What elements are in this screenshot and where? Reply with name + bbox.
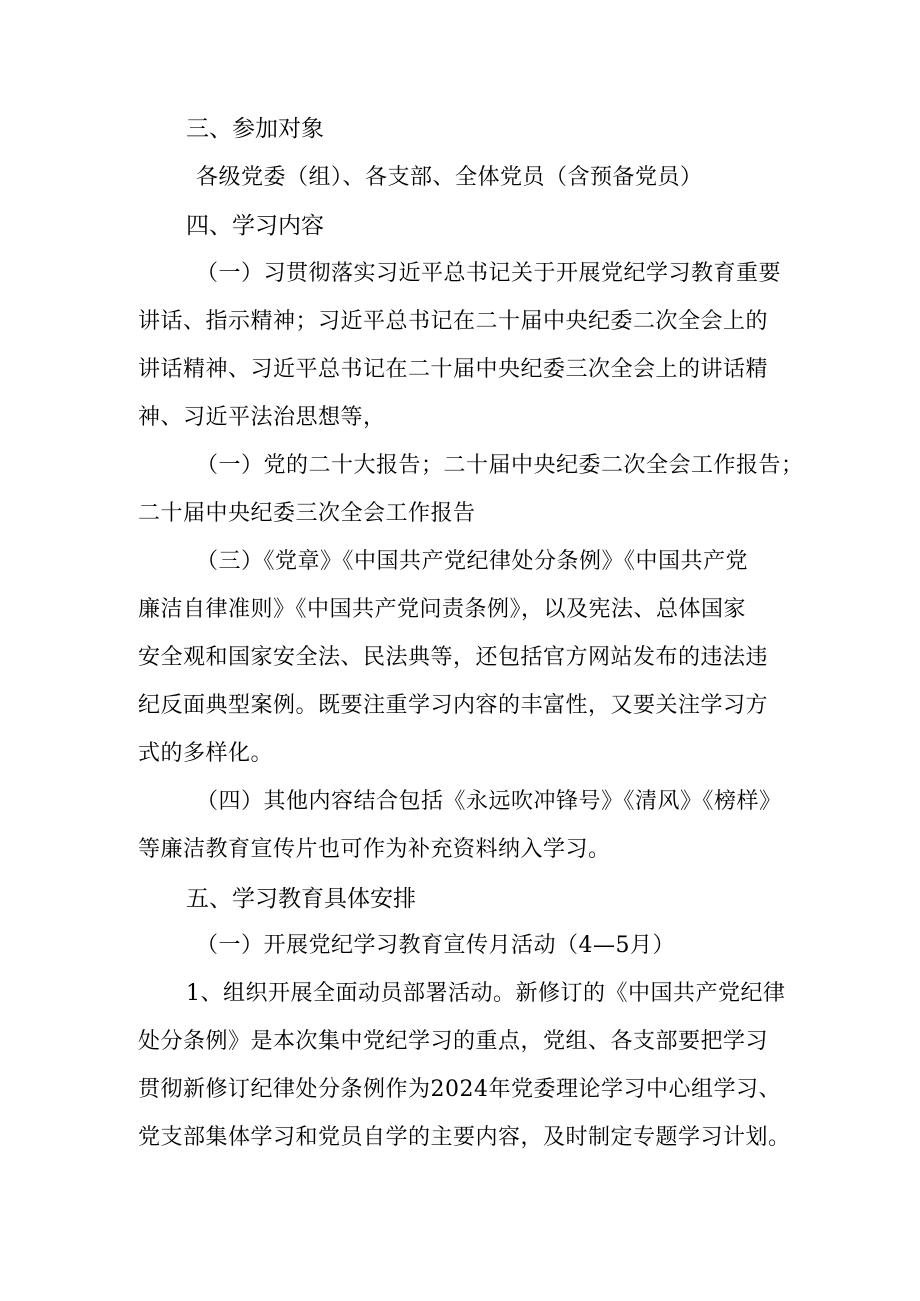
paragraph-line: 廉洁自律准则》《中国共产党问责条例》，以及宪法、总体国家 — [138, 597, 747, 622]
paragraph-line: （一）党的二十大报告；二十届中央纪委二次全会工作报告； — [196, 453, 804, 478]
paragraph-line: （一）习贯彻落实习近平总书记关于开展党纪学习教育重要 — [196, 261, 782, 286]
paragraph-line: 二十届中央纪委三次全会工作报告 — [138, 501, 476, 526]
paragraph-line: （四）其他内容结合包括《永远吹冲锋号》《清风》《榜样》 — [196, 789, 782, 814]
section-heading-schedule: 五、学习教育具体安排 — [186, 886, 416, 912]
paragraph-line: 1、组织开展全面动员部署活动。新修订的《中国共产党纪律 — [186, 981, 786, 1006]
paragraph-line: 处分条例》是本次集中党纪学习的重点，党组、各支部要把学习 — [138, 1029, 769, 1054]
paragraph-line: 安全观和国家安全法、民法典等，还包括官方网站发布的违法违 — [138, 645, 769, 670]
paragraph-line: 贯彻新修订纪律处分条例作为2024年党委理论学习中心组学习、 — [138, 1077, 781, 1102]
section-heading-participants: 三、参加对象 — [186, 116, 324, 142]
paragraph-line: 讲话精神、习近平总书记在二十届中央纪委三次全会上的讲话精 — [138, 357, 769, 382]
paragraph-line: 神、习近平法治思想等， — [138, 405, 386, 430]
section-heading-study-content: 四、学习内容 — [186, 213, 324, 239]
paragraph-line: （三）《党章》《中国共产党纪律处分条例》《中国共产党 — [196, 549, 749, 574]
schedule-subheading: （一）开展党纪学习教育宣传月活动（4—5月） — [196, 933, 675, 958]
paragraph-line: 式的多样化。 — [138, 741, 274, 766]
paragraph-line: 等廉洁教育宣传片也可作为补充资料纳入学习。 — [138, 837, 611, 862]
paragraph-line: 党支部集体学习和党员自学的主要内容，及时制定专题学习计划。 — [138, 1125, 791, 1150]
paragraph-line: 纪反面典型案例。既要注重学习内容的丰富性，又要关注学习方 — [138, 693, 769, 718]
participants-text: 各级党委（组）、各支部、全体党员（含预备党员） — [196, 165, 703, 190]
paragraph-line: 讲话、指示精神；习近平总书记在二十届中央纪委二次全会上的 — [138, 309, 769, 334]
